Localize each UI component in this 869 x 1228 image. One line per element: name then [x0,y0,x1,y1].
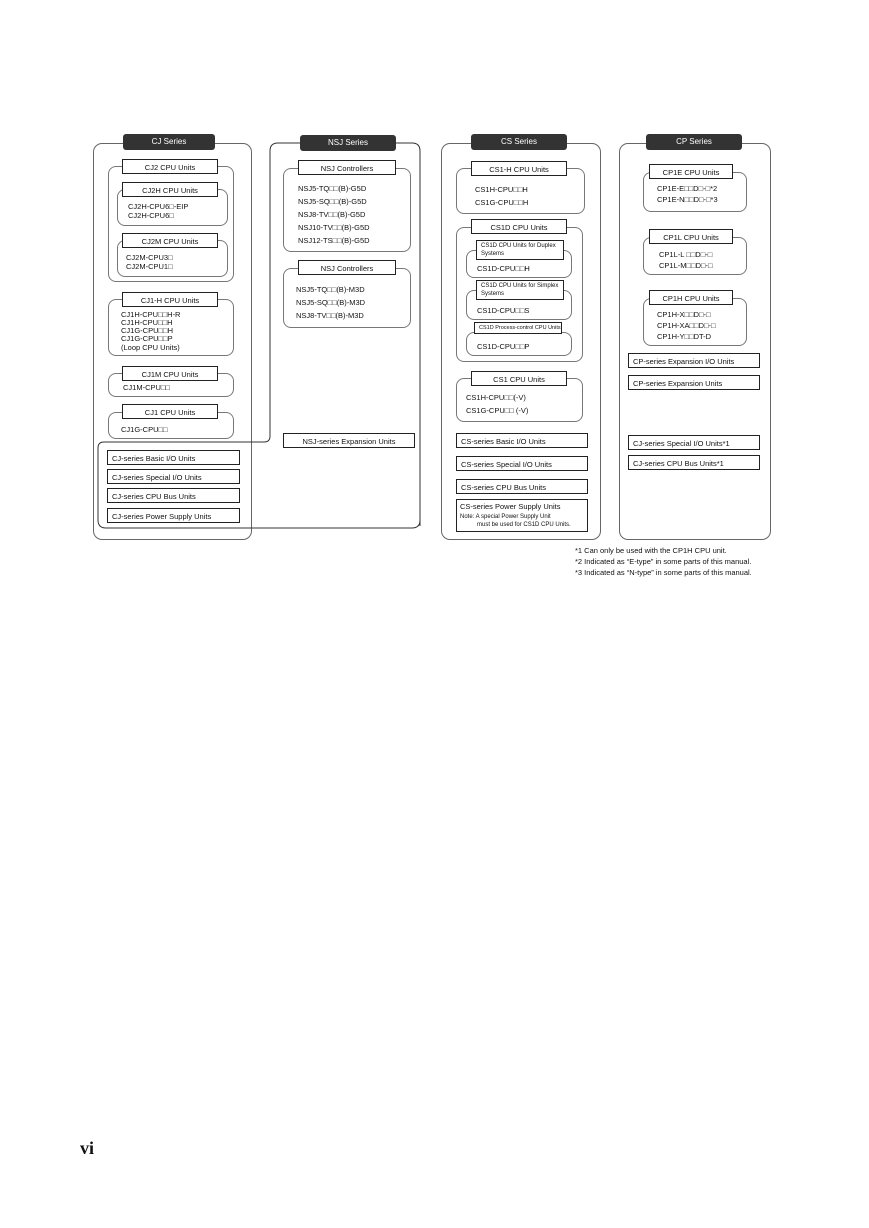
cj-series-header: CJ Series [123,134,215,150]
cj1h-model-3: CJ1G-CPU□□H [121,326,173,335]
cj1h-model-1: CJ1H-CPU□□H-R [121,310,181,319]
cj2-title: CJ2 CPU Units [122,159,218,174]
cj-cpu-bus-units: CJ-series CPU Bus Units [107,488,240,503]
nsj-m3d-model-1: NSJ5-TQ□□(B)-M3D [296,285,365,294]
cs-power-note-1: Note: A special Power Supply Unit [460,514,551,520]
cp1l-title: CP1L CPU Units [649,229,733,244]
cs-series-header: CS Series [471,134,567,150]
cp1l-model-1: CP1L-L □□D□-□ [659,250,713,259]
cs-basic-io-units: CS-series Basic I/O Units [456,433,588,448]
page-number: vi [80,1138,95,1158]
nsj-m3d-title: NSJ Controllers [298,260,396,275]
cs1d-simplex-model: CS1D-CPU□□S [477,306,530,315]
cj2m-title: CJ2M CPU Units [122,233,218,248]
cp1e-title: CP1E CPU Units [649,164,733,179]
cj2m-model-2: CJ2M-CPU1□ [126,262,173,271]
cp1l-model-2: CP1L-M□□D□-□ [659,261,713,270]
nsj-g5d-model-4: NSJ10-TV□□(B)-G5D [298,223,370,232]
cj1m-title: CJ1M CPU Units [122,366,218,381]
cs1d-simplex-title: CS1D CPU Units for Simplex Systems [476,280,564,300]
cj-basic-io-units: CJ-series Basic I/O Units [107,450,240,465]
nsj-g5d-model-3: NSJ8-TV□□(B)-G5D [298,210,366,219]
cj1h-model-4: CJ1G-CPU□□P [121,334,173,343]
cs1d-title: CS1D CPU Units [471,219,567,234]
cj2h-title: CJ2H CPU Units [122,182,218,197]
cj1h-model-5: (Loop CPU Units) [121,343,180,352]
cj-special-io-units: CJ-series Special I/O Units [107,469,240,484]
cj1-title: CJ1 CPU Units [122,404,218,419]
cp-cj-cpu-bus-units: CJ-series CPU Bus Units*1 [628,455,760,470]
nsj-g5d-title: NSJ Controllers [298,160,396,175]
cs1-model-2: CS1G-CPU□□ (-V) [466,406,529,415]
cp-cj-special-io-units: CJ-series Special I/O Units*1 [628,435,760,450]
nsj-series-header: NSJ Series [300,135,396,151]
cp1h-model-3: CP1H-Y□□DT-D [657,332,712,341]
cp1h-model-2: CP1H-XA□□D□-□ [657,321,716,330]
nsj-g5d-model-1: NSJ5-TQ□□(B)-G5D [298,184,367,193]
cp1h-title: CP1H CPU Units [649,290,733,305]
nsj-g5d-model-2: NSJ5-SQ□□(B)-G5D [298,197,367,206]
cp-series-header: CP Series [646,134,742,150]
footnote-1: *1 Can only be used with the CP1H CPU unit. [575,546,727,555]
cp1e-model-2: CP1E-N□□D□-□*3 [657,195,718,204]
cs-special-io-units: CS-series Special I/O Units [456,456,588,471]
cs-power-supply-title: CS-series Power Supply Units [460,502,561,511]
cj1h-model-2: CJ1H-CPU□□H [121,318,173,327]
cs1h-title: CS1-H CPU Units [471,161,567,176]
footnote-3: *3 Indicated as “N-type” in some parts of this manual. [575,568,752,577]
cs1d-duplex-title: CS1D CPU Units for Duplex Systems [476,240,564,260]
cp1e-model-1: CP1E-E□□D□-□*2 [657,184,718,193]
cj2h-model-1: CJ2H-CPU6□-EIP [128,202,189,211]
cj1h-title: CJ1-H CPU Units [122,292,218,307]
cs-power-supply-box [456,499,588,532]
cj2m-model-1: CJ2M-CPU3□ [126,253,173,262]
cj-power-supply-units: CJ-series Power Supply Units [107,508,240,523]
cs1-model-1: CS1H-CPU□□(-V) [466,393,526,402]
cs1d-duplex-model: CS1D-CPU□□H [477,264,530,273]
nsj-expansion-units: NSJ-series Expansion Units [283,433,415,448]
nsj-m3d-model-3: NSJ8-TV□□(B)-M3D [296,311,364,320]
nsj-m3d-model-2: NSJ5-SQ□□(B)-M3D [296,298,366,307]
nsj-g5d-model-5: NSJ12-TS□□(B)-G5D [298,236,370,245]
cs1h-model-2: CS1G-CPU□□H [475,198,529,207]
footnote-2: *2 Indicated as “E-type” in some parts of this manual. [575,557,752,566]
cp-expansion-io-units: CP-series Expansion I/O Units [628,353,760,368]
cs1h-model-1: CS1H-CPU□□H [475,185,528,194]
cs1d-process-model: CS1D-CPU□□P [477,342,530,351]
cj1m-model: CJ1M-CPU□□ [123,383,170,392]
cs-cpu-bus-units: CS-series CPU Bus Units [456,479,588,494]
cp-expansion-units: CP-series Expansion Units [628,375,760,390]
cs-power-note-2: must be used for CS1D CPU Units. [477,522,571,528]
cs1-title: CS1 CPU Units [471,371,567,386]
cj2h-model-2: CJ2H-CPU6□ [128,211,174,220]
cs1d-process-title: CS1D Process-control CPU Units [474,322,562,334]
cp1h-model-1: CP1H-X□□D□-□ [657,310,711,319]
cj1-model: CJ1G-CPU□□ [121,425,168,434]
